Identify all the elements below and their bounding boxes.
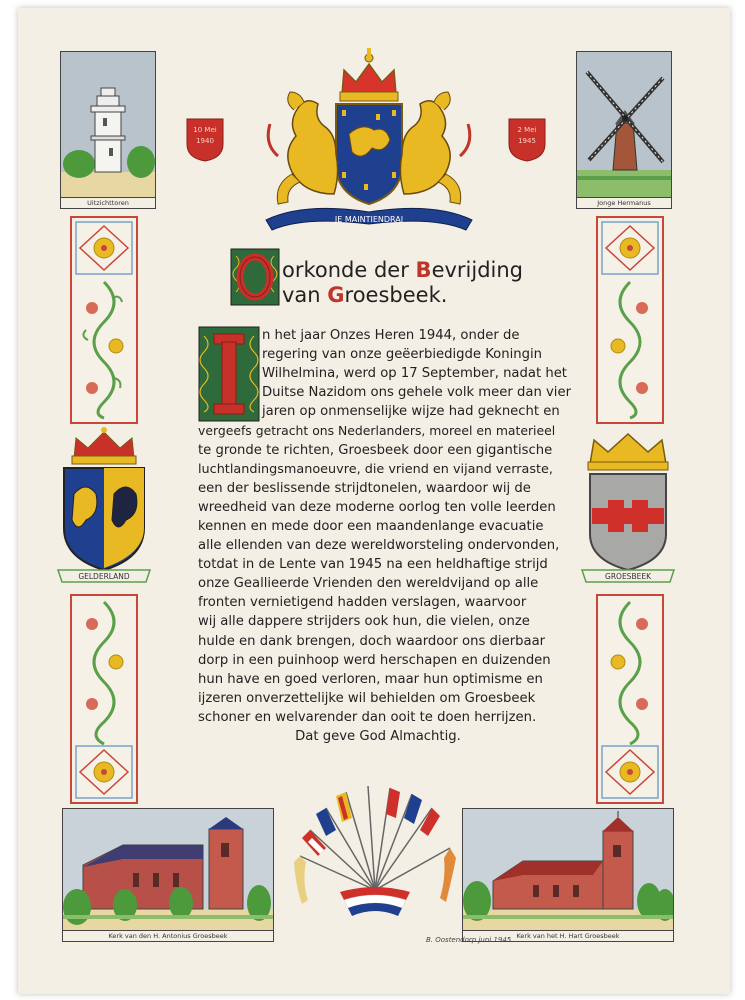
church-antonius-illustration [63, 809, 273, 931]
title-line2-pre: van [282, 283, 328, 307]
allied-flags-illustration [280, 778, 470, 928]
picture-windmill [576, 51, 672, 209]
body-line: schoner en welvarender dan ooit te doen herrijzen. [198, 709, 537, 725]
body-line: fronten vernietigend hadden verslagen, waarvoor [198, 595, 527, 611]
gelderland-banner-text: GELDERLAND [78, 572, 130, 581]
date-right-day: 2 Mei [517, 126, 537, 134]
illuminated-initial-o [230, 248, 280, 306]
body-line: ijzeren onverzettelijke wil behielden om Groesbeek [198, 690, 536, 706]
date-shield-right [508, 118, 546, 162]
motto-text: JE MAINTIENDRAI [334, 215, 404, 224]
floral-panel-left-bottom [70, 594, 138, 804]
body-line: vergeefs getracht ons Nederlanders, moreel en materieel [198, 423, 556, 439]
body-line: luchtlandingsmanoeuvre, die vriend en vijand verraste, [198, 461, 553, 477]
body-first-line-rest: n het jaar Onzes Heren 1944, onder de [262, 328, 520, 343]
body-line: hun have en goed verloren, maar hun optimisme en [198, 671, 543, 687]
groesbeek-banner-text: GROESBEEK [605, 572, 651, 581]
title-initial-b: B [415, 258, 432, 282]
body-line: alle ellenden van deze wereldworsteling ondervonden, [198, 538, 560, 554]
body-line: wreedheid van deze moderne oorlog ten volle leerden [198, 499, 556, 515]
caption-top-left: Uitzichttoren [61, 197, 155, 208]
date-left-year: 1940 [196, 137, 214, 145]
certificate-title [276, 258, 576, 308]
body-line: een der beslissende strijdtonelen, waardoor wij de [198, 480, 531, 496]
groesbeek-coat-of-arms [578, 424, 678, 586]
title-line2-rest: roesbeek. [344, 283, 448, 307]
body-line: onze Geallieerde Vrienden den wereldvijand op alle [198, 576, 539, 592]
certificate-body-text [198, 326, 588, 746]
church-heilig-hart-illustration [463, 809, 673, 931]
floral-panel-right-bottom [596, 594, 664, 804]
body-line: jaren op onmenselijke wijze had geknecht en [262, 404, 560, 420]
body-line [198, 326, 588, 345]
certificate-sheet [18, 8, 730, 994]
windmill-illustration [577, 52, 671, 198]
date-shield-left [186, 118, 224, 162]
caption-top-right: Jonge Hermanus [577, 197, 671, 208]
lookout-tower-illustration [61, 52, 155, 198]
floral-panel-right-top [596, 216, 664, 424]
body-line: wij alle dappere strijders ook hun, die vielen, onze [198, 614, 530, 630]
body-line: Duitse Nazidom ons gehele volk meer dan vier [262, 385, 572, 401]
body-line: te gronde te richten, Groesbeek door een gigantische [198, 442, 553, 458]
body-line: Wilhelmina, werd op 17 September, nadat het [262, 366, 567, 382]
picture-church-antonius [62, 808, 274, 942]
gelderland-coat-of-arms [56, 424, 152, 586]
artist-signature: B. Oostendorp juni 1945 [426, 936, 512, 944]
floral-panel-left-top [70, 216, 138, 424]
closing-line: Dat geve God Almachtig. [295, 728, 461, 744]
body-line: regering van onze geëerbiedigde Koningin [262, 347, 543, 363]
date-left-day: 10 Mei [193, 126, 217, 134]
picture-church-heilig-hart [462, 808, 674, 942]
body-line: kennen en mede door een maandenlange evacuatie [198, 518, 544, 534]
title-line1-rest: orkonde der [282, 258, 416, 282]
date-right-year: 1945 [518, 137, 536, 145]
body-line: dorp in een puinhoop werd herschapen en duizenden [198, 652, 551, 668]
body-line: totdat in de Lente van 1945 na een heldhaftige strijd [198, 557, 548, 573]
title-initial-g: G [327, 283, 345, 307]
caption-bottom-left: Kerk van den H. Antonius Groesbeek [63, 930, 273, 941]
picture-lookout-tower [60, 51, 156, 209]
royal-coat-of-arms [244, 44, 494, 240]
title-line1-b-rest: evrijding [431, 258, 524, 282]
body-line: hulde en dank brengen, doch waardoor ons dierbaar [198, 633, 546, 649]
caption-bottom-right: Kerk van het H. Hart Groesbeek [463, 930, 673, 941]
